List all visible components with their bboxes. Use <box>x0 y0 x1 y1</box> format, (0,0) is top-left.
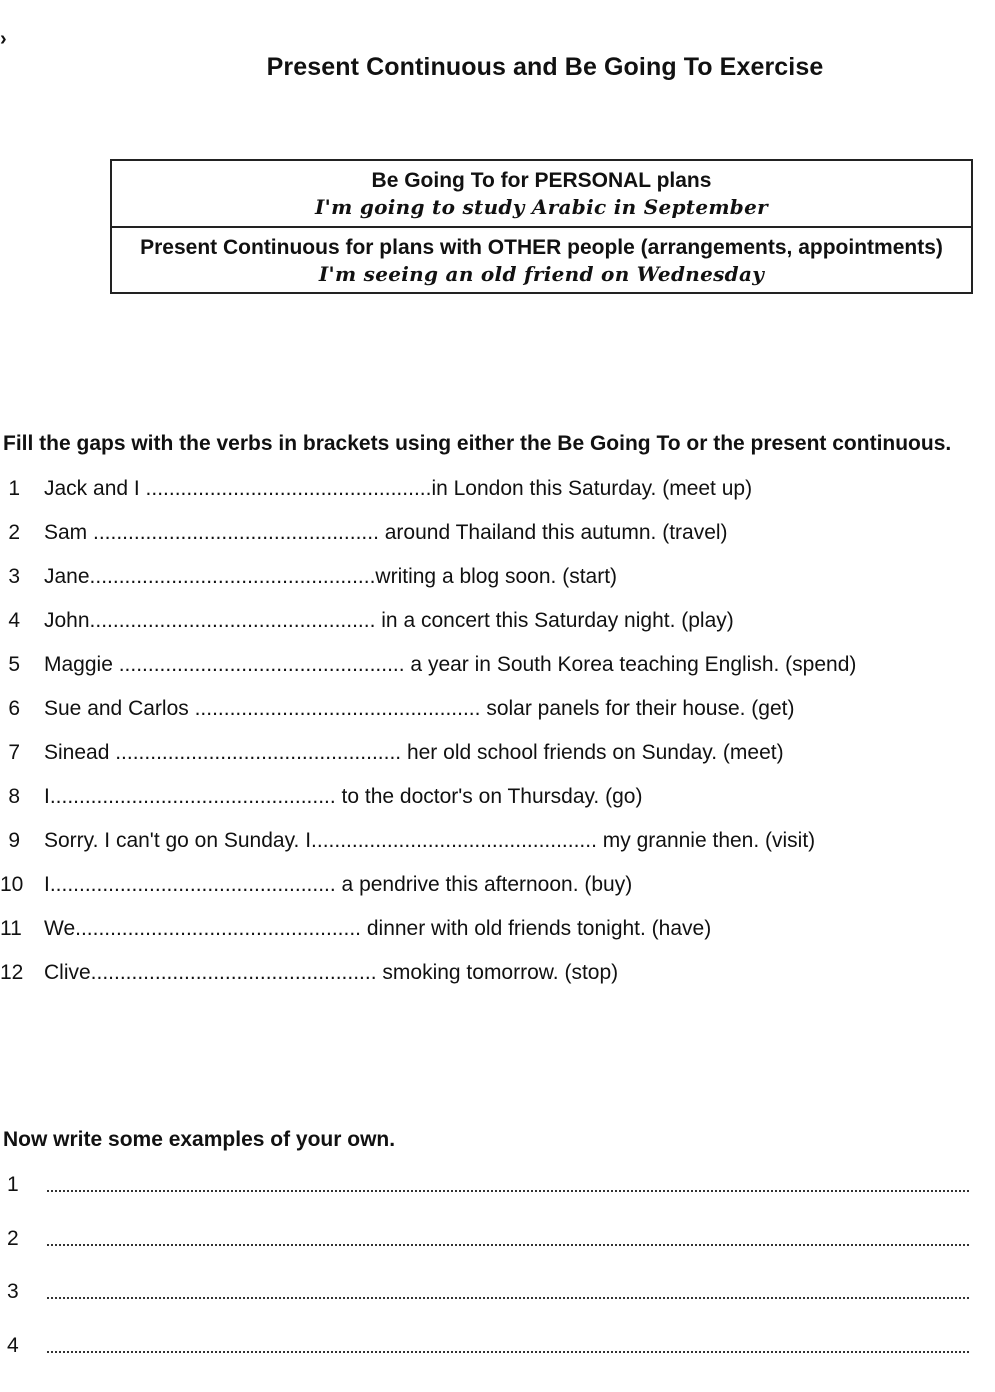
exercise-text: I................................................. a pendrive this afternoon. (buy) <box>44 873 633 896</box>
exercise-text: I................................................. to the doctor's on Thursday. (go) <box>44 785 643 808</box>
grammar-rules-box <box>110 159 973 294</box>
exercise-number: 9 <box>8 829 20 852</box>
exercise-number: 12 <box>0 961 24 984</box>
exercise-item[interactable] <box>0 562 995 606</box>
exercise-number: 7 <box>8 741 20 764</box>
exercise-item[interactable] <box>0 606 995 650</box>
rule-heading: Be Going To for PERSONAL plans <box>371 169 712 192</box>
own-example-number: 1 <box>7 1173 19 1196</box>
exercise-item[interactable] <box>0 694 995 738</box>
exercise-item[interactable] <box>0 914 995 958</box>
exercise-item[interactable] <box>0 738 995 782</box>
exercise-item[interactable] <box>0 870 995 914</box>
exercise-number: 2 <box>8 521 20 544</box>
own-example-item <box>0 1224 995 1278</box>
exercise-text: Sam ................................................. around Thailand this autumn. (travel) <box>44 521 728 544</box>
answer-line[interactable] <box>47 1297 969 1299</box>
exercise-item[interactable] <box>0 826 995 870</box>
page-title: Present Continuous and Be Going To Exercise <box>266 53 824 81</box>
rule-going-to <box>112 161 971 228</box>
exercise-item[interactable] <box>0 474 995 518</box>
exercise-number: 8 <box>8 785 20 808</box>
exercise-instruction: Fill the gaps with the verbs in brackets using either the Be Going To or the present continuous. <box>3 432 952 455</box>
rule-example: I'm going to study Arabic in September <box>315 195 768 219</box>
exercise-item[interactable] <box>0 650 995 694</box>
exercise-number: 3 <box>8 565 20 588</box>
own-examples-list <box>0 1170 995 1384</box>
answer-line[interactable] <box>47 1190 969 1192</box>
exercise-text: Clive................................................. smoking tomorrow. (stop) <box>44 961 619 984</box>
exercise-text: Sinead ................................................. her old school friends on Sunday. (meet) <box>44 741 784 764</box>
exercise-text: Sorry. I can't go on Sunday. I................................................. my grannie then. (visit) <box>44 829 816 852</box>
exercise-number: 4 <box>8 609 20 632</box>
exercise-item[interactable] <box>0 958 995 1002</box>
exercise-item[interactable] <box>0 782 995 826</box>
answer-line[interactable] <box>47 1244 969 1246</box>
exercise-number: 6 <box>8 697 20 720</box>
exercise-list <box>0 474 995 1002</box>
exercise-text: Maggie ................................................. a year in South Korea teaching English. (spend) <box>44 653 857 676</box>
own-example-item <box>0 1277 995 1331</box>
exercise-number: 1 <box>8 477 20 500</box>
exercise-number: 10 <box>0 873 24 896</box>
own-example-number: 2 <box>7 1226 19 1250</box>
exercise-number: 5 <box>8 653 20 676</box>
answer-line[interactable] <box>47 1351 969 1353</box>
exercise-text: John................................................. in a concert this Saturday night. (play) <box>44 609 734 632</box>
rule-heading: Present Continuous for plans with OTHER people (arrangements, appointments) <box>140 236 943 259</box>
rule-example: I'm seeing an old friend on Wednesday <box>318 262 765 286</box>
exercise-text: Sue and Carlos ................................................. solar panels for their house. (get) <box>44 697 795 720</box>
own-example-item <box>0 1170 995 1224</box>
own-example-number: 3 <box>7 1280 19 1303</box>
exercise-text: We................................................. dinner with old friends tonight. (have) <box>44 917 712 940</box>
exercise-text: Jack and I .................................................in London this Saturday. (meet up) <box>44 477 753 500</box>
own-example-number: 4 <box>7 1333 19 1357</box>
rule-present-continuous <box>112 228 971 292</box>
corner-mark: › <box>0 28 7 50</box>
own-example-item <box>0 1331 995 1385</box>
exercise-item[interactable] <box>0 518 995 562</box>
exercise-number: 11 <box>0 917 22 940</box>
exercise-text: Jane.................................................writing a blog soon. (start) <box>44 565 618 588</box>
own-examples-title: Now write some examples of your own. <box>3 1128 396 1151</box>
